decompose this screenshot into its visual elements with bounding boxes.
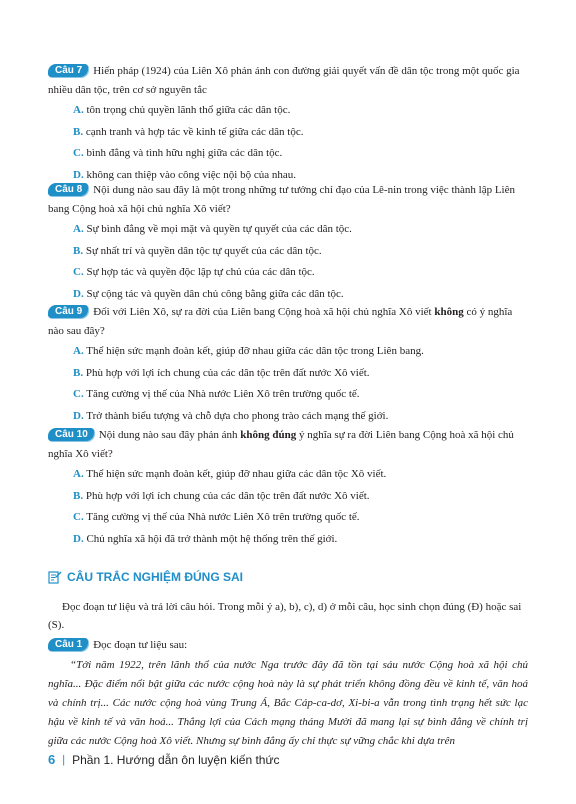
option-text: không can thiệp vào công việc nội bộ của nhau. — [86, 168, 297, 181]
option-text: Tăng cường vị thế của Nhà nước Liên Xô trên trường quốc tế. — [86, 388, 360, 400]
page-footer — [48, 752, 280, 767]
footer-text: Phần 1. Hướng dẫn ôn luyện kiến thức — [72, 752, 280, 767]
option-letter: A. — [73, 468, 84, 480]
pencil-note-icon — [48, 570, 62, 584]
option-text: Thể hiện sức mạnh đoàn kết, giúp đỡ nhau giữa các dân tộc trong Liên bang. — [86, 345, 424, 357]
question-9 — [48, 303, 528, 427]
option-letter: B. — [73, 244, 84, 257]
option-d[interactable] — [73, 284, 528, 306]
section-heading — [48, 570, 243, 584]
question-text: Nội dung nào sau đây là một trong những tư tưởng chỉ đạo của Lê-nin trong việc thành lập Liên bang Cộng hoà xã hội chủ nghĩa Xô viết? — [48, 184, 515, 215]
option-letter: C. — [73, 388, 84, 400]
option-text: Sự cộng tác và quyền dân chủ công bằng giữa các dân tộc. — [86, 287, 344, 300]
option-text: Phù hợp với lợi ích chung của các dân tộc trên đất nước Xô viết. — [85, 489, 370, 502]
question-stem — [48, 181, 528, 219]
option-letter: B. — [73, 366, 84, 379]
option-text: Tăng cường vị thế của Nhà nước Liên Xô trên trường quốc tế. — [86, 511, 360, 523]
option-a[interactable] — [73, 341, 528, 363]
question-stem — [48, 303, 528, 341]
options-list — [73, 341, 528, 427]
question-badge: Câu 9 — [48, 305, 88, 318]
source-quote: “Tới năm 1922, trên lãnh thổ của nước Nga trước đây đã tồn tại sáu nước Cộng hoà xã hội chủ nghĩa... Đặc điểm nổi bật giữa các nước cộng hoà này là sự phát triển không đồng đều về kinh tế, văn hoá và chính trị... Các nước cộng hoà vùng Trung Á, Bắc Cáp-ca-dơ, Xi-bi-a vẫn trong tình trạng hết sức lạc hậu về kinh tế và văn hoá... Thắng lợi của Cách mạng tháng Mười đã mang lại sự bình đẳng về chính trị giữa các nước Cộng hoà Xô viết. Nhưng sự bình đẳng ấy chỉ thực sự vững chắc khi dựa trên — [48, 659, 528, 747]
option-a[interactable] — [73, 100, 528, 122]
option-letter: A. — [73, 345, 84, 357]
question-text: Đối với Liên Xô, sự ra đời của Liên bang Cộng hoà xã hội chủ nghĩa Xô viết — [93, 306, 435, 318]
option-letter: A. — [73, 104, 84, 116]
option-b[interactable] — [73, 122, 528, 144]
options-list — [73, 100, 528, 186]
option-letter: B. — [73, 125, 84, 138]
option-letter: D. — [73, 409, 84, 422]
option-d[interactable] — [73, 529, 528, 551]
question-10 — [48, 426, 528, 550]
question-1 — [48, 636, 187, 654]
option-text: Sự nhất trí và quyền dân tộc tự quyết của các dân tộc. — [85, 244, 322, 257]
option-text: Phù hợp với lợi ích chung của các dân tộc trên đất nước Xô viết. — [85, 366, 370, 379]
option-text: Chủ nghĩa xã hội đã trở thành một hệ thống trên thế giới. — [86, 532, 338, 545]
footer-separator: | — [62, 753, 66, 766]
option-text: cạnh tranh và hợp tác về kinh tế giữa các dân tộc. — [85, 125, 304, 138]
option-text: Thể hiện sức mạnh đoàn kết, giúp đỡ nhau giữa các dân tộc Xô viết. — [86, 468, 387, 480]
question-text: Nội dung nào sau đây phản ánh — [98, 429, 241, 441]
question-text-end: ý nghĩa sự ra đời Liên bang Cộng hoà xã hội chủ nghĩa Xô viết? — [48, 429, 514, 460]
question-badge: Câu 1 — [48, 638, 88, 651]
option-c[interactable] — [73, 143, 528, 165]
option-letter: A. — [73, 223, 84, 235]
emphasis-text: không đúng — [240, 429, 297, 441]
option-b[interactable] — [73, 486, 528, 508]
option-d[interactable] — [73, 406, 528, 428]
question-badge: Câu 7 — [48, 64, 88, 77]
option-b[interactable] — [73, 241, 528, 263]
question-text: Hiến pháp (1924) của Liên Xô phản ánh con đường giải quyết vấn đề dân tộc trong một quốc gia nhiều dân tộc, trên cơ sở nguyên tắc — [48, 65, 520, 96]
question-text: Đọc đoạn tư liệu sau: — [93, 639, 188, 651]
section-intro: Đọc đoạn tư liệu và trả lời câu hỏi. Trong mỗi ý a), b), c), d) ở mỗi câu, học sinh chọn đúng (Đ) hoặc sai (S). — [48, 601, 522, 631]
option-letter: C. — [73, 147, 84, 159]
option-letter: C. — [73, 266, 84, 278]
option-c[interactable] — [73, 507, 528, 529]
emphasis-text: không — [434, 306, 464, 318]
option-letter: D. — [73, 287, 84, 300]
option-letter: D. — [73, 532, 84, 545]
question-badge: Câu 10 — [48, 428, 94, 441]
page-number: 6 — [48, 752, 56, 767]
question-text-end: có ý nghĩa nào sau đây? — [48, 306, 513, 337]
section-title: CÂU TRẮC NGHIỆM ĐÚNG SAI — [67, 570, 243, 584]
option-text: bình đẳng và tình hữu nghị giữa các dân tộc. — [86, 147, 283, 159]
option-c[interactable] — [73, 262, 528, 284]
option-letter: D. — [73, 168, 84, 181]
option-text: tôn trọng chủ quyền lãnh thổ giữa các dân tộc. — [86, 104, 291, 116]
question-8 — [48, 181, 528, 305]
options-list — [73, 464, 528, 550]
option-a[interactable] — [73, 219, 528, 241]
question-badge: Câu 8 — [48, 183, 88, 196]
option-letter: C. — [73, 511, 84, 523]
option-text: Sự hợp tác và quyền độc lập tự chủ của các dân tộc. — [86, 266, 315, 278]
question-stem — [48, 62, 528, 100]
options-list — [73, 219, 528, 305]
option-text: Trở thành biểu tượng và chỗ dựa cho phong trào cách mạng thế giới. — [86, 409, 389, 422]
option-text: Sự bình đẳng về mọi mặt và quyền tự quyết của các dân tộc. — [86, 223, 352, 235]
option-b[interactable] — [73, 363, 528, 385]
question-stem — [48, 426, 528, 464]
question-7 — [48, 62, 528, 186]
option-c[interactable] — [73, 384, 528, 406]
option-a[interactable] — [73, 464, 528, 486]
option-letter: B. — [73, 489, 84, 502]
